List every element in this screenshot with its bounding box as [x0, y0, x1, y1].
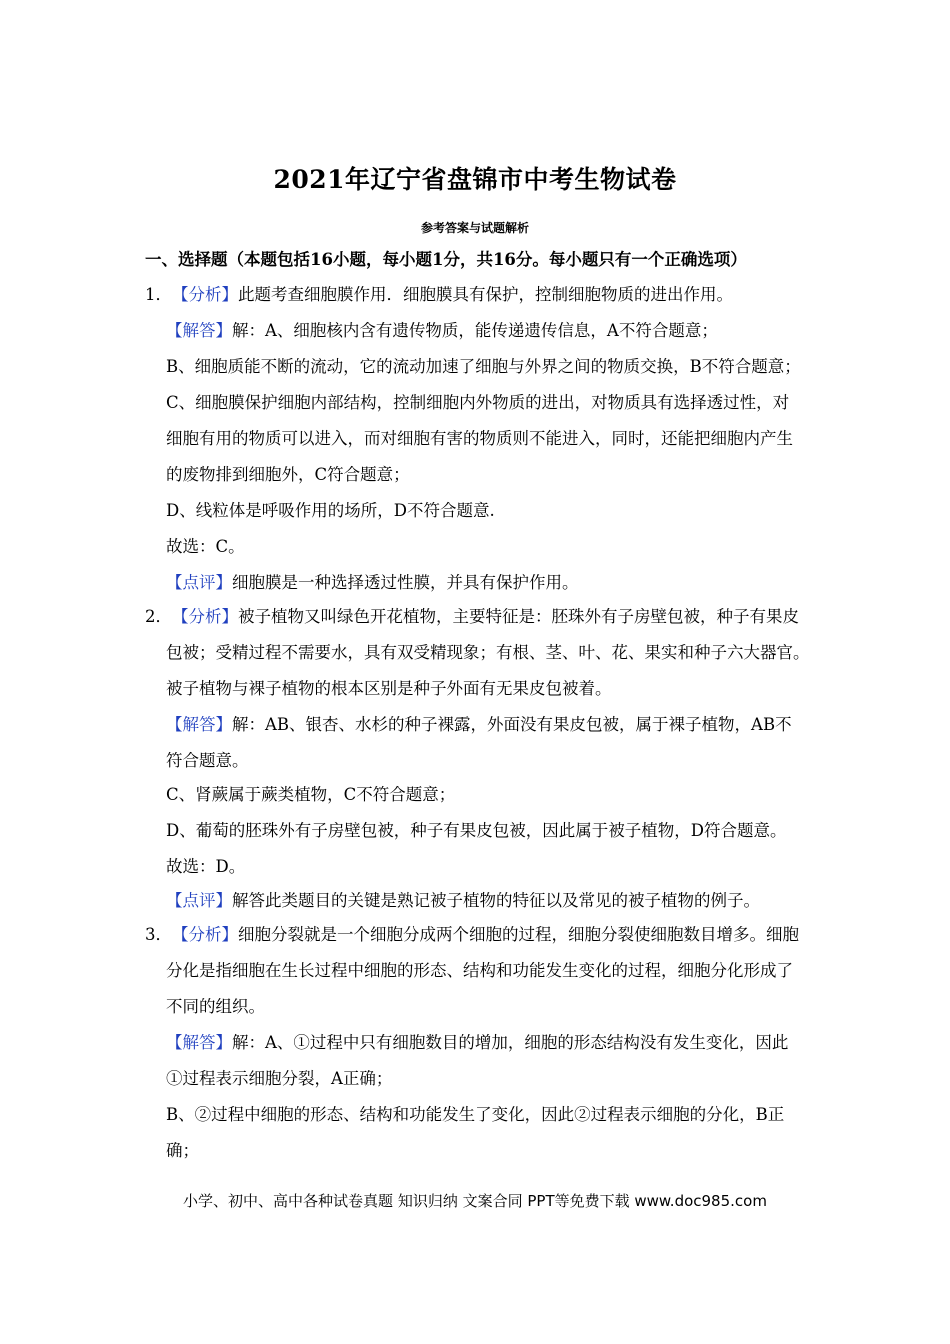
q2-choice: 故选：D。: [166, 857, 246, 876]
q1-answer-text-1: 解：A、细胞核内含有遗传物质，能传递遗传信息，A不符合题意；: [232, 321, 718, 340]
q2-analysis-line-2: 包被；受精过程不需要水，具有双受精现象；有根、茎、叶、花、果实和种子六大器官。: [166, 643, 810, 662]
q2-answer-line-1: [166, 714, 792, 736]
analysis-tag: 【分析】: [172, 607, 238, 626]
q2-analysis-text-1: 被子植物又叫绿色开花植物，主要特征是：胚珠外有子房壁包被，种子有果皮: [238, 607, 799, 626]
q3-analysis-line-3: 不同的组织。: [166, 997, 265, 1016]
q2-answer-line-2: 符合题意。: [166, 751, 249, 770]
q2-comment-text: 解答此类题目的关键是熟记被子植物的特征以及常见的被子植物的例子。: [232, 891, 760, 910]
q2-analysis-line-1: [145, 606, 799, 628]
q3-answer-line-3: B、②过程中细胞的形态、结构和功能发生了变化，因此②过程表示细胞的分化，B正: [166, 1105, 785, 1124]
q2-comment-line: [166, 890, 760, 912]
answer-tag: 【解答】: [166, 321, 232, 340]
page-subtitle: 参考答案与试题解析: [420, 221, 529, 235]
q2-number: 2．: [145, 607, 172, 626]
q1-answer-line-1: [166, 320, 718, 342]
analysis-tag: 【分析】: [172, 285, 238, 304]
q1-number: 1．: [145, 285, 172, 304]
q1-answer-line-6: D、线粒体是呼吸作用的场所，D不符合题意.: [166, 501, 495, 520]
q3-answer-line-4: 确；: [166, 1141, 199, 1160]
q2-answer-text-1: 解：AB、银杏、水杉的种子裸露，外面没有果皮包被，属于裸子植物，AB不: [232, 715, 792, 734]
analysis-tag: 【分析】: [172, 925, 238, 944]
comment-tag: 【点评】: [166, 891, 232, 910]
q3-answer-text-1: 解：A、①过程中只有细胞数目的增加，细胞的形态结构没有发生变化，因此: [232, 1033, 789, 1052]
q2-analysis-line-3: 被子植物与裸子植物的根本区别是种子外面有无果皮包被着。: [166, 679, 612, 698]
q1-answer-line-4: 细胞有用的物质可以进入，而对细胞有害的物质则不能进入，同时，还能把细胞内产生: [166, 429, 793, 448]
page-footer: 小学、初中、高中各种试卷真题 知识归纳 文案合同 PPT等免费下载 www.doc985.com: [183, 1192, 767, 1210]
q1-answer-line-3: C、细胞膜保护细胞内部结构，控制细胞内外物质的进出，对物质具有选择透过性，对: [166, 393, 790, 412]
q1-choice: 故选：C。: [166, 537, 245, 556]
q3-analysis-line-2: 分化是指细胞在生长过程中细胞的形态、结构和功能发生变化的过程，细胞分化形成了: [166, 961, 793, 980]
q1-comment-line: [166, 572, 579, 594]
q2-answer-line-3: C、肾蕨属于蕨类植物，C不符合题意；: [166, 785, 456, 804]
q1-analysis-line: [145, 284, 733, 306]
q3-number: 3．: [145, 925, 172, 944]
q3-analysis-text-1: 细胞分裂就是一个细胞分成两个细胞的过程，细胞分裂使细胞数目增多。细胞: [238, 925, 799, 944]
answer-tag: 【解答】: [166, 715, 232, 734]
q2-answer-line-4: D、葡萄的胚珠外有子房壁包被，种子有果皮包被，因此属于被子植物，D符合题意。: [166, 821, 787, 840]
q3-answer-line-1: [166, 1032, 788, 1054]
q1-answer-line-5: 的废物排到细胞外，C符合题意；: [166, 465, 410, 484]
page-title: 2021年辽宁省盘锦市中考生物试卷: [273, 165, 677, 194]
q3-answer-line-2: ①过程表示细胞分裂，A正确；: [166, 1069, 393, 1088]
q1-answer-line-2: B、细胞质能不断的流动，它的流动加速了细胞与外界之间的物质交换，B不符合题意；: [166, 357, 801, 376]
comment-tag: 【点评】: [166, 573, 232, 592]
q1-analysis-text: 此题考查细胞膜作用．细胞膜具有保护，控制细胞物质的进出作用。: [238, 285, 733, 304]
q3-analysis-line-1: [145, 924, 799, 946]
q1-comment-text: 细胞膜是一种选择透过性膜，并具有保护作用。: [232, 573, 579, 592]
answer-tag: 【解答】: [166, 1033, 232, 1052]
section-heading: 一、选择题（本题包括16小题，每小题1分，共16分。每小题只有一个正确选项）: [145, 250, 747, 269]
